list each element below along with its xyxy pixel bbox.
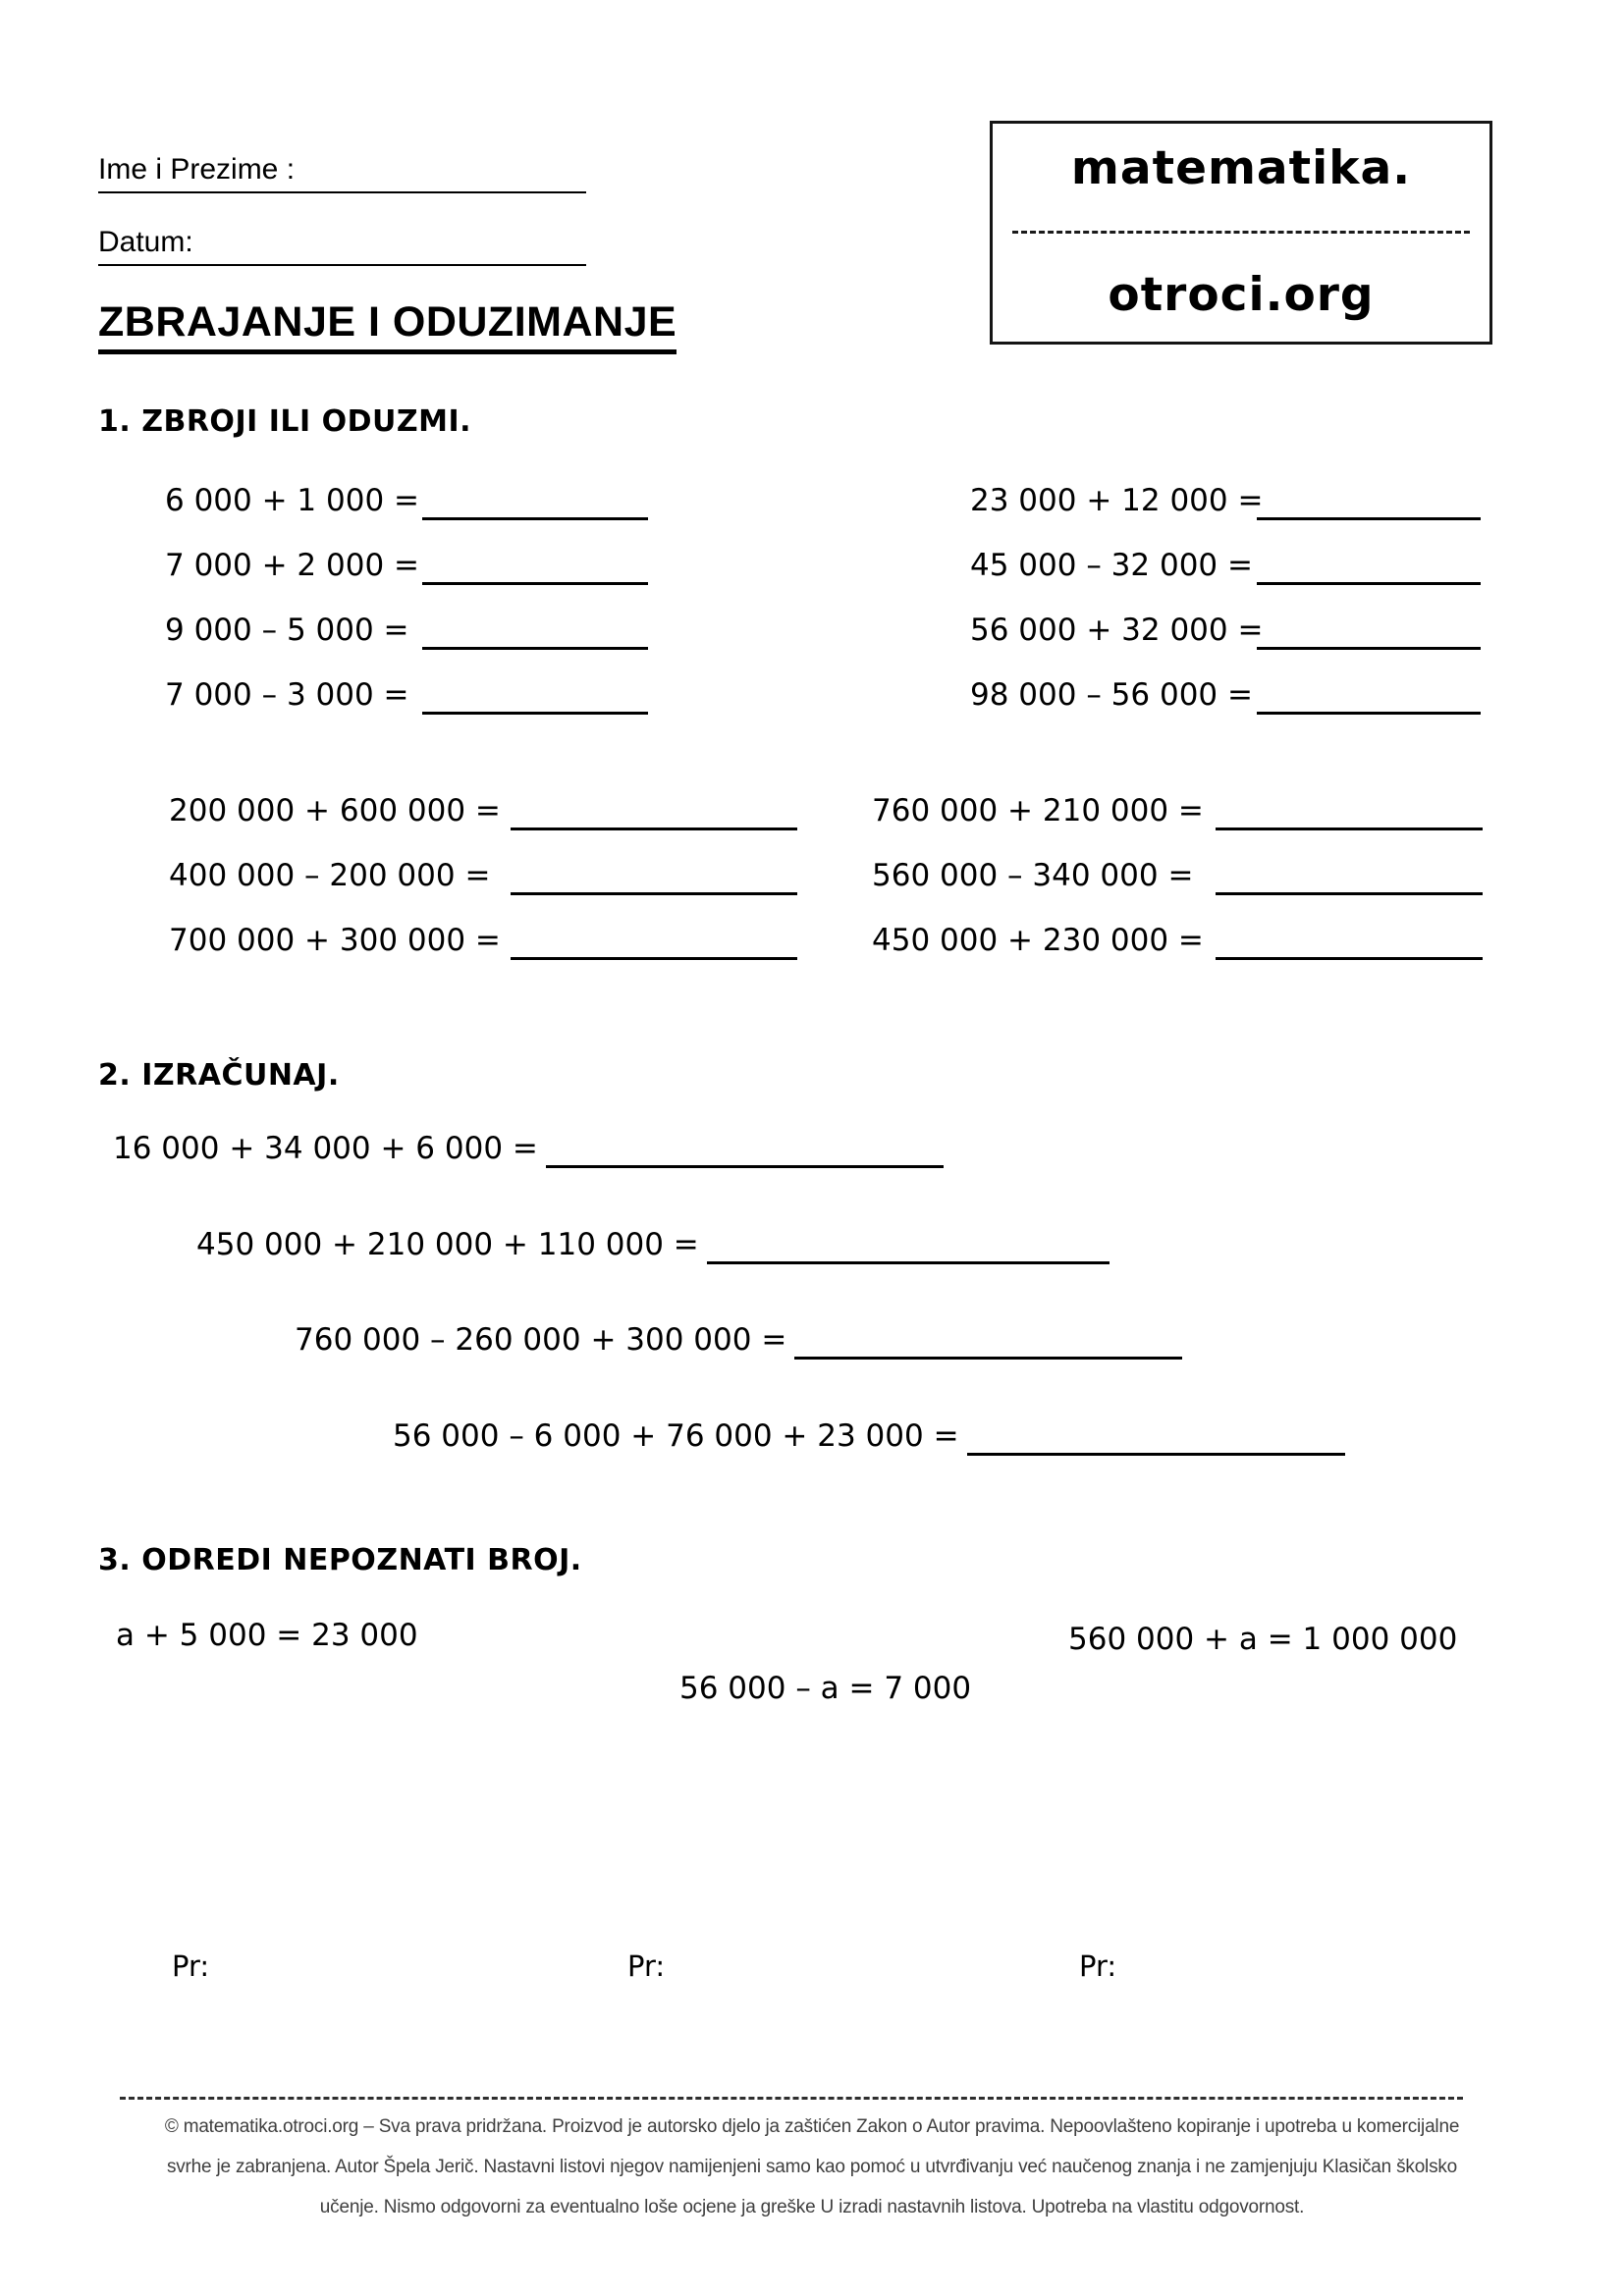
answer-blank	[1257, 612, 1481, 650]
equation-item	[970, 611, 1481, 650]
equation-item: 560 000 + a = 1 000 000	[1068, 1622, 1458, 1657]
equation-text: 45 000 – 32 000 =	[970, 548, 1253, 583]
equation-text: 560 000 – 340 000 =	[872, 858, 1194, 893]
answer-blank	[546, 1130, 944, 1168]
equation-text: 450 000 + 210 000 + 110 000 =	[196, 1227, 699, 1262]
equation-item	[295, 1320, 1182, 1360]
equation-item	[970, 675, 1481, 715]
footer-line-1: © matematika.otroci.org – Sva prava pridržana. Proizvod je autorsko djelo ja zaštićen Zakon o Autor pravima. Nepoovlašteno kopiranje i upotreba u komercijalne	[164, 2116, 1460, 2137]
section2-heading: 2. IZRAČUNAJ.	[98, 1058, 340, 1093]
answer-blank	[794, 1321, 1182, 1360]
equation-item	[165, 611, 648, 650]
name-field	[98, 153, 586, 193]
footer-line-3: učenje. Nismo odgovorni za eventualno loše ocjene ja greške U izradi nastavnih listova. Upotreba na vlastitu odgovornost.	[319, 2197, 1305, 2217]
equation-item	[169, 856, 797, 895]
answer-blank	[422, 482, 648, 520]
answer-blank	[1257, 482, 1481, 520]
answer-blank	[707, 1226, 1110, 1264]
equation-item	[872, 791, 1483, 830]
answer-blank	[422, 676, 648, 715]
equation-item	[165, 675, 648, 715]
equation-text: 98 000 – 56 000 =	[970, 677, 1253, 713]
answer-blank	[422, 547, 648, 585]
equation-text: 9 000 – 5 000 =	[165, 613, 409, 648]
footer-dashed-divider	[120, 2097, 1463, 2100]
section3-heading: 3. ODREDI NEPOZNATI BROJ.	[98, 1543, 582, 1577]
equation-item	[970, 546, 1481, 585]
answer-blank	[967, 1417, 1345, 1456]
equation-text: 16 000 + 34 000 + 6 000 =	[113, 1131, 538, 1166]
equation-text: 7 000 + 2 000 =	[165, 548, 420, 583]
answer-blank	[1257, 547, 1481, 585]
logo-matematika-text: matematika.	[1070, 141, 1412, 195]
equation-item	[169, 791, 797, 830]
logo-dashed-divider	[1012, 231, 1470, 234]
equation-text: 7 000 – 3 000 =	[165, 677, 409, 713]
practice-label: Pr:	[627, 1949, 666, 1983]
equation-text: 56 000 – 6 000 + 76 000 + 23 000 =	[393, 1418, 959, 1454]
equation-text: 200 000 + 600 000 =	[169, 793, 501, 828]
answer-blank	[1257, 676, 1481, 715]
practice-label: Pr:	[172, 1949, 210, 1983]
equation-item	[169, 921, 797, 960]
equation-item	[872, 856, 1483, 895]
equation-item	[165, 546, 648, 585]
logo-box	[990, 121, 1492, 345]
equation-item	[393, 1416, 1345, 1456]
equation-item: 56 000 – a = 7 000	[679, 1671, 972, 1706]
logo-otroci-text: otroci.org	[1108, 268, 1375, 322]
equation-text: 700 000 + 300 000 =	[169, 923, 501, 958]
answer-blank	[422, 612, 648, 650]
equation-text: 6 000 + 1 000 =	[165, 483, 420, 518]
date-label: Datum:	[98, 226, 193, 258]
equation-text: 400 000 – 200 000 =	[169, 858, 491, 893]
equation-text: 56 000 + 32 000 =	[970, 613, 1264, 648]
equation-item: a + 5 000 = 23 000	[116, 1618, 418, 1653]
equation-item	[970, 481, 1481, 520]
equation-item	[872, 921, 1483, 960]
equation-item	[196, 1225, 1110, 1264]
equation-item	[165, 481, 648, 520]
footer-line-2: svrhe je zabranjena. Autor Špela Jerič. Nastavni listovi njegov namijenjeni samo kao pomoć u utvrđivanju već naučenog znanja i ne zamjenjuju Klasičan školsko	[166, 2157, 1458, 2177]
answer-blank	[511, 792, 797, 830]
answer-blank	[511, 922, 797, 960]
equation-text: 760 000 – 260 000 + 300 000 =	[295, 1322, 787, 1358]
answer-blank	[1216, 857, 1483, 895]
equation-text: 760 000 + 210 000 =	[872, 793, 1204, 828]
equation-item	[113, 1129, 944, 1168]
answer-blank	[1216, 792, 1483, 830]
practice-label: Pr:	[1079, 1949, 1117, 1983]
answer-blank	[1216, 922, 1483, 960]
equation-text: 23 000 + 12 000 =	[970, 483, 1264, 518]
answer-blank	[511, 857, 797, 895]
equation-text: 450 000 + 230 000 =	[872, 923, 1204, 958]
name-label: Ime i Prezime :	[98, 153, 296, 186]
footer-copyright	[0, 2107, 1624, 2227]
page-title: ZBRAJANJE I ODUZIMANJE	[98, 298, 677, 354]
date-field	[98, 226, 586, 266]
section1-heading: 1. ZBROJI ILI ODUZMI.	[98, 404, 472, 439]
